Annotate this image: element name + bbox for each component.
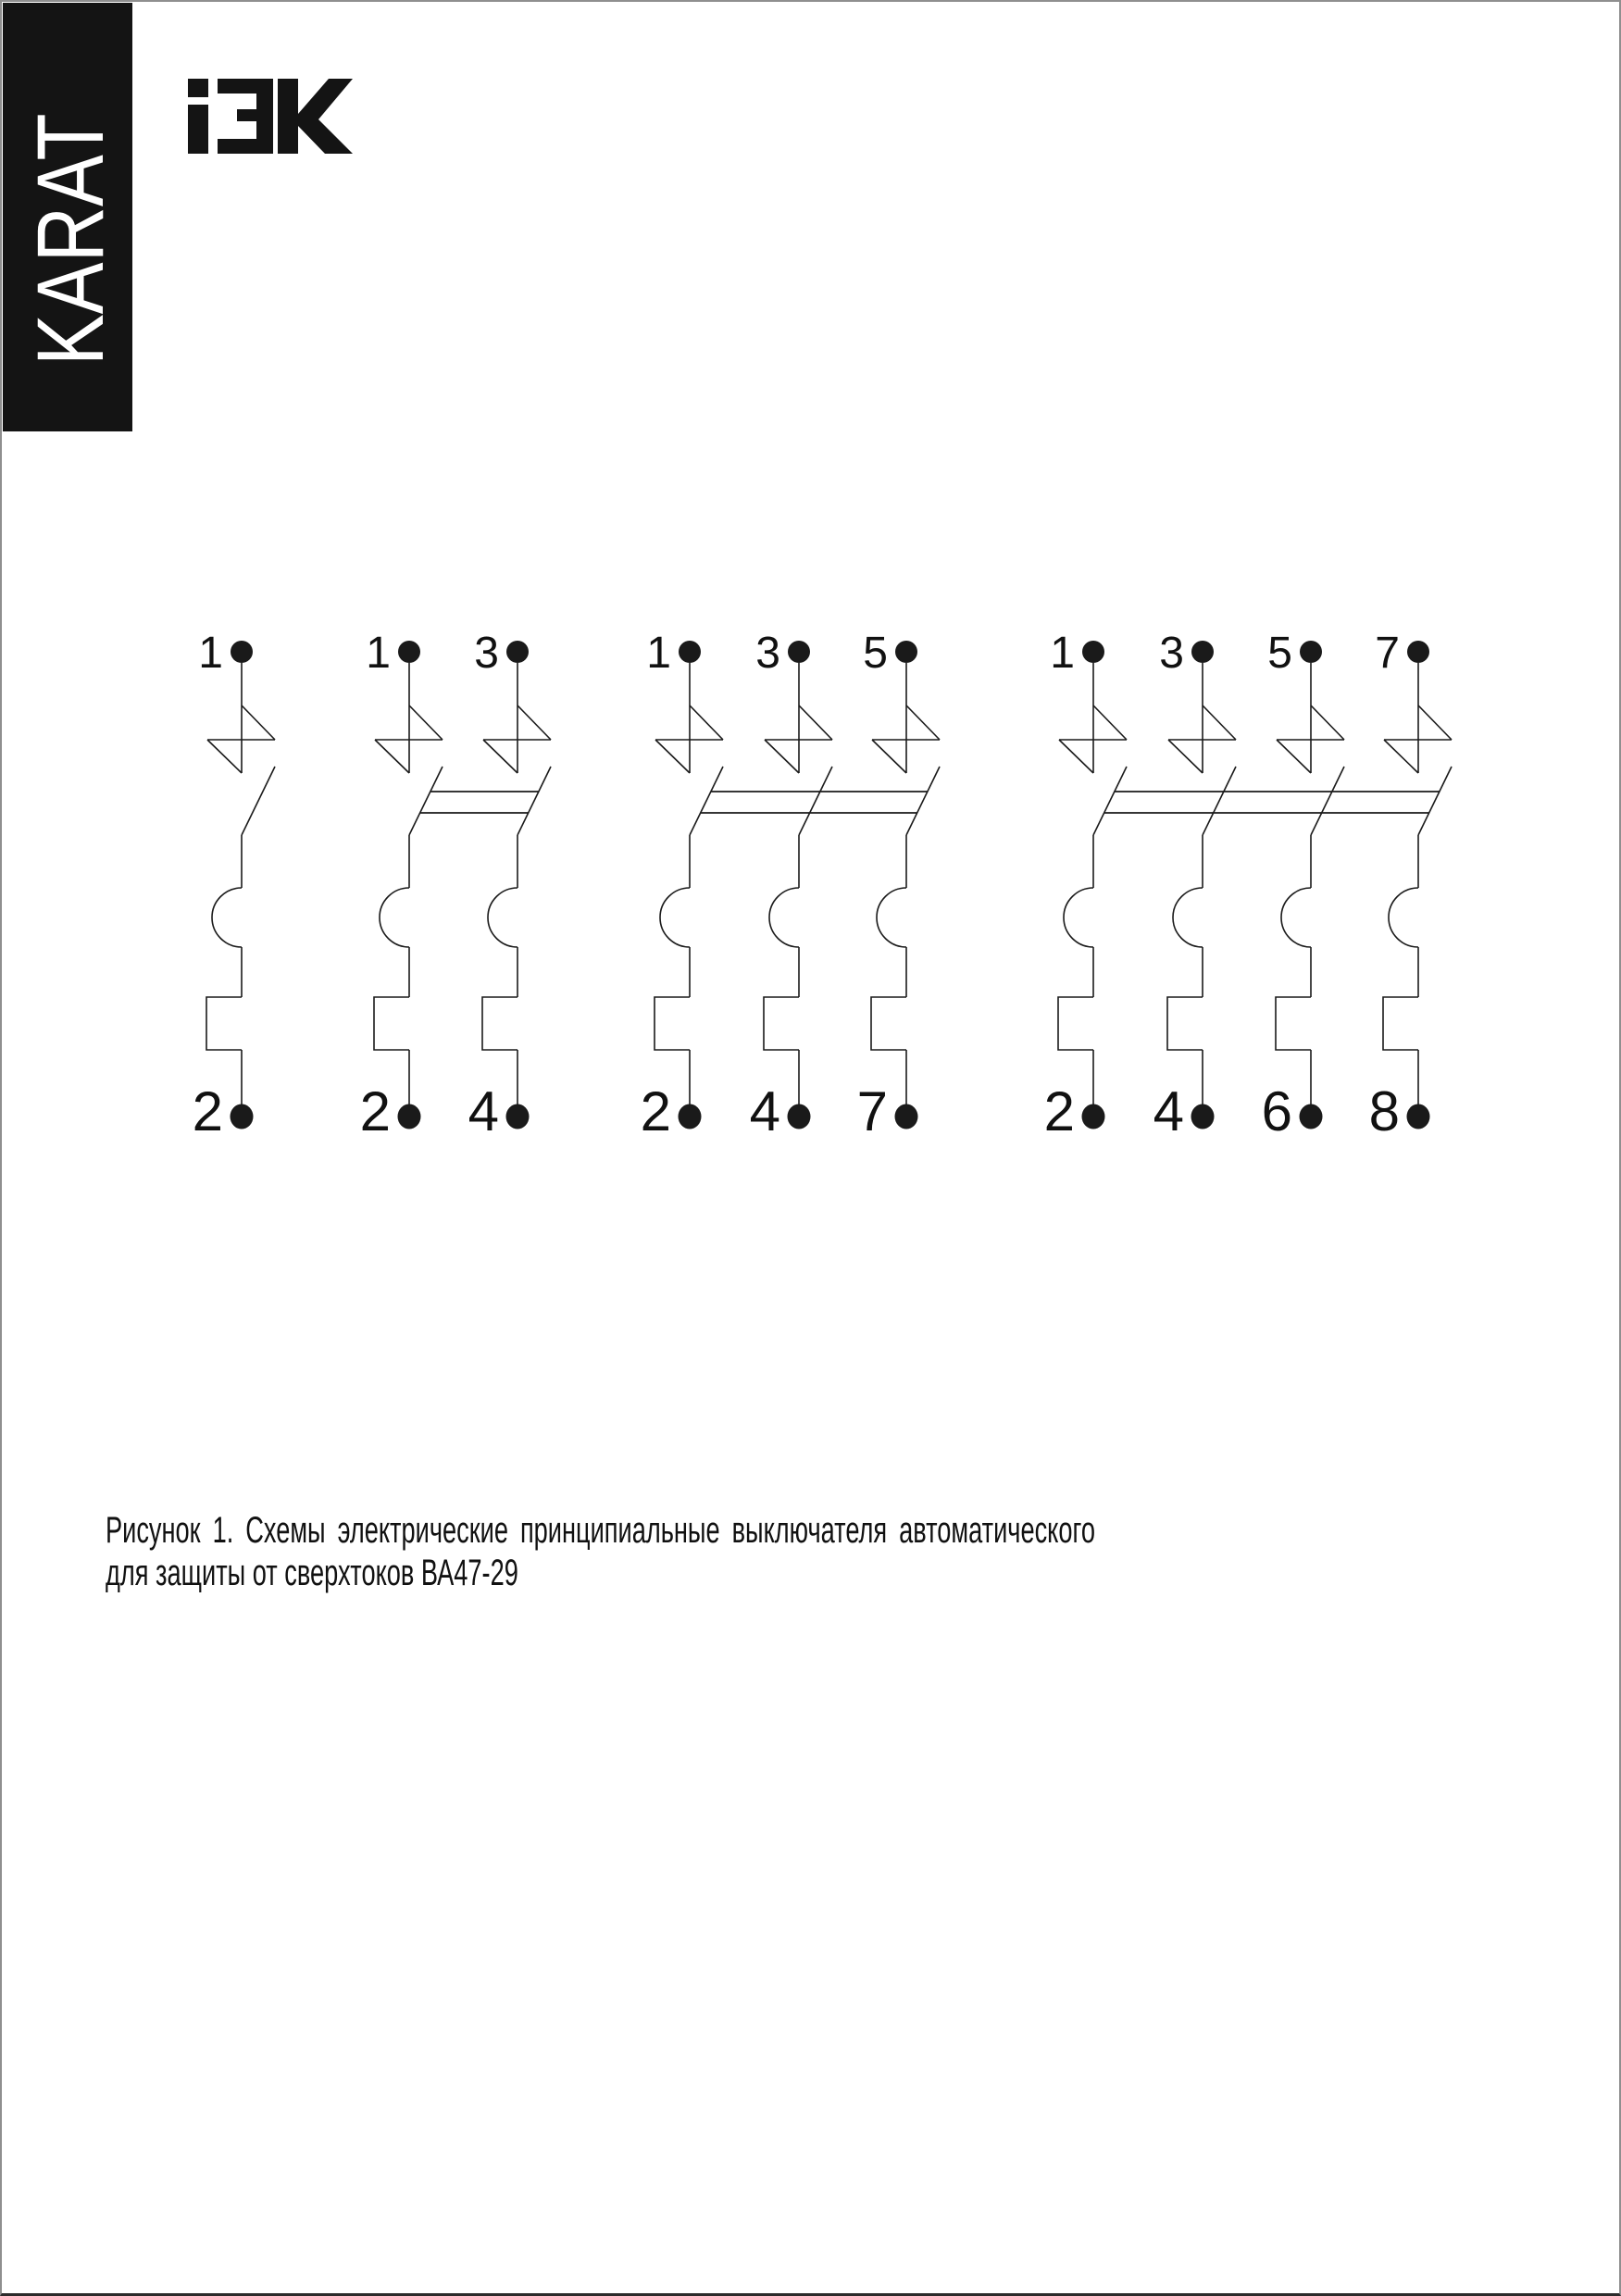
schematic-3-pole — [641, 629, 940, 1142]
terminal-label-bottom: 4 — [468, 1080, 499, 1142]
figure-caption — [106, 1509, 1095, 1594]
schematic-4-pole — [1044, 629, 1452, 1142]
terminal-label-top: 3 — [1159, 629, 1184, 678]
figure-caption-line-2: для защиты от сверхтоков ВА47-29 — [106, 1553, 518, 1593]
pole-symbol — [871, 641, 940, 1129]
pole-symbol — [482, 641, 551, 1129]
figure-caption-line-1: Рисунок 1. Схемы электрические принципиальные выключателя автоматического — [106, 1510, 1095, 1551]
terminal-label-bottom: 2 — [359, 1080, 391, 1142]
pole-symbol — [655, 641, 723, 1129]
terminal-label-top: 5 — [863, 629, 888, 678]
pole-symbol — [1058, 641, 1127, 1129]
terminal-label-bottom: 2 — [192, 1080, 223, 1142]
schematic-1-pole — [193, 629, 275, 1142]
pole-symbol — [1276, 641, 1344, 1129]
terminal-label-top: 1 — [198, 629, 223, 678]
terminal-label-bottom: 8 — [1368, 1080, 1400, 1142]
brand-karat-text: KARAT — [18, 113, 123, 366]
pole-symbol — [374, 641, 443, 1129]
pole-symbol — [206, 641, 275, 1129]
terminal-label-top: 5 — [1267, 629, 1292, 678]
terminal-label-top: 3 — [755, 629, 780, 678]
pole-symbol — [1383, 641, 1452, 1129]
terminal-label-top: 1 — [646, 629, 671, 678]
pole-symbol — [1167, 641, 1236, 1129]
terminal-label-bottom: 2 — [1043, 1080, 1075, 1142]
terminal-label-bottom: 6 — [1261, 1080, 1292, 1142]
terminal-label-bottom: 2 — [640, 1080, 671, 1142]
terminal-label-top: 3 — [474, 629, 499, 678]
terminal-label-top: 1 — [366, 629, 391, 678]
terminal-label-bottom: 4 — [1153, 1080, 1184, 1142]
schematic-2-pole — [360, 629, 551, 1142]
terminal-label-bottom: 4 — [749, 1080, 780, 1142]
terminal-label-top: 7 — [1375, 629, 1400, 678]
terminal-label-bottom: 7 — [856, 1080, 888, 1142]
pole-symbol — [764, 641, 832, 1129]
terminal-label-top: 1 — [1050, 629, 1075, 678]
breaker-schematics — [2, 2, 1621, 2296]
